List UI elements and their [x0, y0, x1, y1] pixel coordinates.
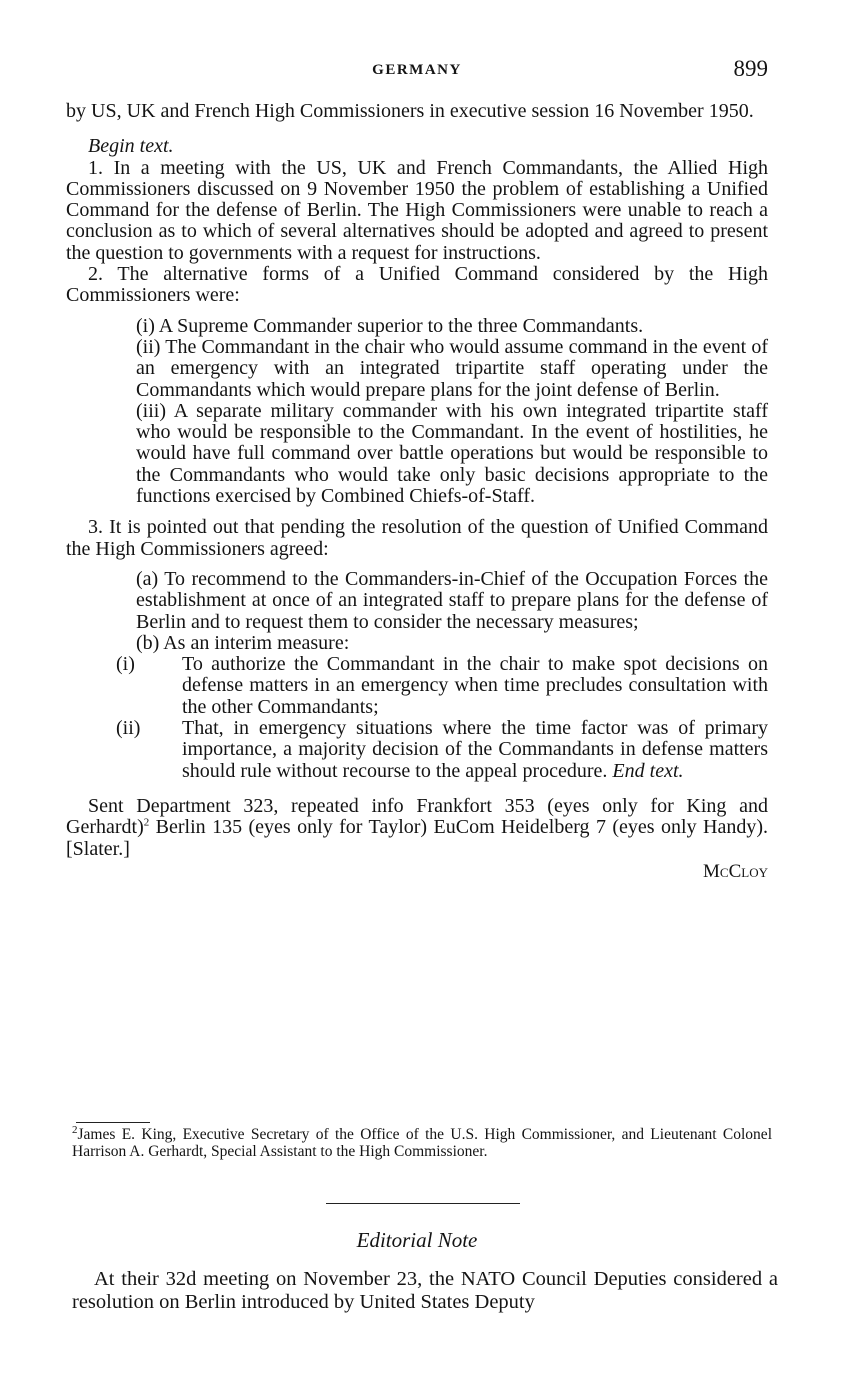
- paragraph-2: 2. The alternative forms of a Unified Command considered by the High Commissioners were:: [66, 263, 768, 307]
- sent-line-part-2: Berlin 135 (eyes only for Taylor) EuCom Heidelberg 7 (eyes only Handy). [Slater.]: [66, 816, 768, 860]
- signature: McCloy: [703, 860, 768, 882]
- begin-text-marker: [66, 136, 768, 157]
- alternative-i: (i) A Supreme Commander superior to the three Commandants.: [136, 314, 644, 337]
- item-b-ii-text: [182, 718, 768, 782]
- sent-line-part-1: Sent Department 323, repeated info Frankfort 353 (eyes only for King and Gerhardt): [66, 794, 768, 839]
- alternative-iii: (iii) A separate military commander with his own integrated tripartite staff who would be responsible to the Commandant. In the event of hostilities, he would have full command over battle operations but would be responsible to the Commandants who would take only basic decisions appropriate to the functions exercised by Combined Chiefs-of-Staff.: [136, 399, 768, 508]
- begin-text-label: Begin text.: [88, 135, 174, 158]
- item-b-ii-label: (ii): [116, 717, 141, 740]
- section-divider: [326, 1203, 520, 1204]
- editorial-note-title: Editorial Note: [356, 1228, 478, 1252]
- intro-paragraph: by US, UK and French High Commissioners in executive session 16 November 1950.: [66, 100, 754, 122]
- editorial-note-text: At their 32d meeting on November 23, the NATO Council Deputies considered a resolution on Berlin introduced by United States Deputy: [72, 1268, 778, 1313]
- item-b: (b) As an interim measure:: [136, 631, 350, 654]
- alternative-ii: (ii) The Commandant in the chair who would assume command in the event of an emergency with an integrated tripartite staff operating under the Commandants which would prepare plans for the joint defense of Berlin.: [136, 335, 768, 401]
- transmission-note: [66, 796, 768, 860]
- item-b-ii: [66, 718, 768, 782]
- page-number: 899: [733, 56, 768, 81]
- item-b-i: [66, 654, 768, 718]
- paragraph-3: 3. It is pointed out that pending the resolution of the question of Unified Command the High Commissioners agreed:: [66, 516, 768, 560]
- paragraph-1: 1. In a meeting with the US, UK and French Commandants, the Allied High Commissioners discussed on 9 November 1950 the problem of establishing a Unified Command for the defense of Berlin. The High Commissioners were unable to reach a conclusion as to which of several alternatives should be adopted and agreed to present the question to governments with a request for instructions.: [66, 156, 768, 264]
- running-head: GERMANY: [372, 62, 462, 78]
- footnote-marker: 2: [72, 1123, 78, 1136]
- item-b-i-label: (i): [116, 653, 135, 676]
- item-b-i-text: To authorize the Commandant in the chair to make spot decisions on defense matters in an emergency when time precludes consultation with the other Commandants;: [182, 653, 768, 718]
- footnote: [72, 1123, 772, 1161]
- page-header: [66, 56, 768, 88]
- item-b-ii-body: That, in emergency situations where the time factor was of primary importance, a majority decision of the Commandants in defense matters should rule without recourse to the appeal procedure.: [182, 717, 768, 782]
- footnote-rule: [76, 1122, 150, 1123]
- footnote-ref: 2: [143, 816, 150, 829]
- body-text: [66, 101, 768, 882]
- end-text-label: End text.: [612, 759, 684, 782]
- item-a: (a) To recommend to the Commanders-in-Chief of the Occupation Forces the establishment at once of an integrated staff to prepare plans for the defense of Berlin and to request them to consider the necessary measures;: [136, 567, 768, 633]
- footnote-text: James E. King, Executive Secretary of the Office of the U.S. High Commissioner, and Lieutenant Colonel Harrison A. Gerhardt, Special Assistant to the High Commissioner.: [72, 1126, 772, 1161]
